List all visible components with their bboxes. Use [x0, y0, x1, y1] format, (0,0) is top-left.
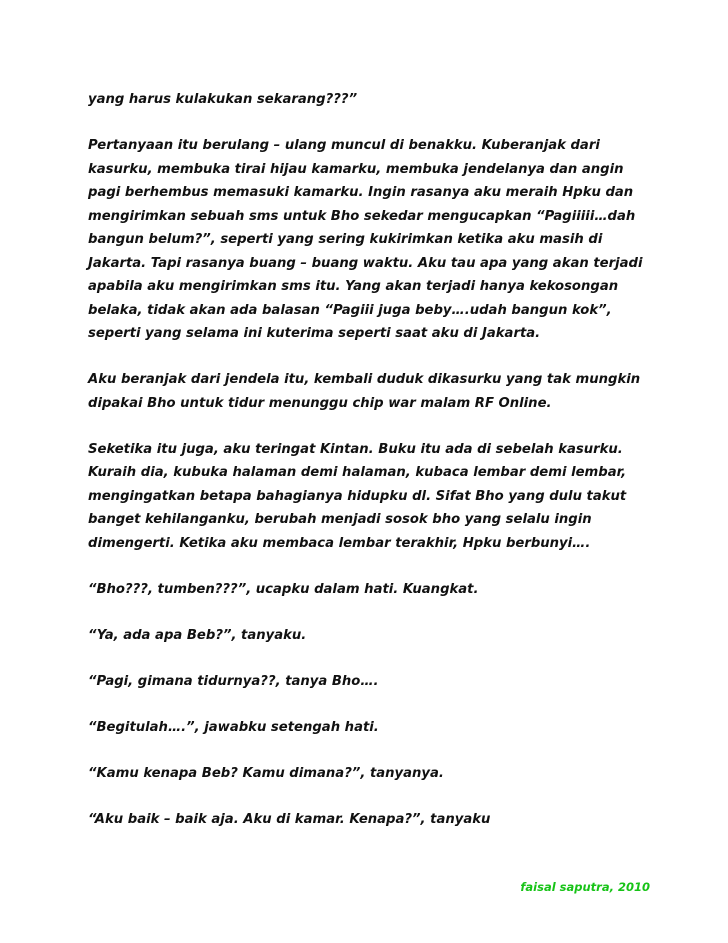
paragraph-5: “Bho???, tumben???”, ucapku dalam hati. Kuangkat. — [88, 581, 479, 597]
paragraph-9: “Kamu kenapa Beb? Kamu dimana?”, tanyanya. — [88, 765, 444, 781]
document-body — [88, 88, 648, 854]
paragraph-4: Seketika itu juga, aku teringat Kintan. Buku itu ada di sebelah kasurku. Kuraih dia, kubuka halaman demi halaman, kubaca lembar demi lembar, mengingatkan betapa bahagianya hidupku dl. Sifat Bho yang dulu takut banget kehilanganku, berubah menjadi sosok bho yang selalu ingin dimengerti. Ketika aku membaca lembar terakhir, Hpku berbunyi…. — [88, 441, 627, 551]
paragraph-6: “Ya, ada apa Beb?”, tanyaku. — [88, 627, 307, 643]
paragraph-7: “Pagi, gimana tidurnya??, tanya Bho…. — [88, 673, 379, 689]
paragraph-2: Pertanyaan itu berulang – ulang muncul di benakku. Kuberanjak dari kasurku, membuka tirai hijau kamarku, membuka jendelanya dan angin pagi berhembus memasuki kamarku. Ingin rasanya aku meraih Hpku dan mengirimkan sebuah sms untuk Bho sekedar mengucapkan “Pagiiiii…dah bangun belum?”, seperti yang sering kukirimkan ketika aku masih di Jakarta. Tapi rasanya buang – buang waktu. Aku tau apa yang akan terjadi apabila aku mengirimkan sms itu. Yang akan terjadi hanya kekosongan belaka, tidak akan ada balasan “Pagiii juga beby….udah bangun kok”, seperti yang selama ini kuterima seperti saat aku di Jakarta. — [88, 138, 643, 341]
paragraph-1: yang harus kulakukan sekarang???” — [88, 92, 358, 107]
paragraph-10: “Aku baik – baik aja. Aku di kamar. Kenapa?”, tanyaku — [88, 811, 491, 827]
author-footer: faisal saputra, 2010 — [520, 880, 650, 894]
paragraph-3: Aku beranjak dari jendela itu, kembali duduk dikasurku yang tak mungkin dipakai Bho untuk tidur menunggu chip war malam RF Online. — [88, 372, 641, 411]
paragraph-8: “Begitulah….”, jawabku setengah hati. — [88, 719, 379, 735]
